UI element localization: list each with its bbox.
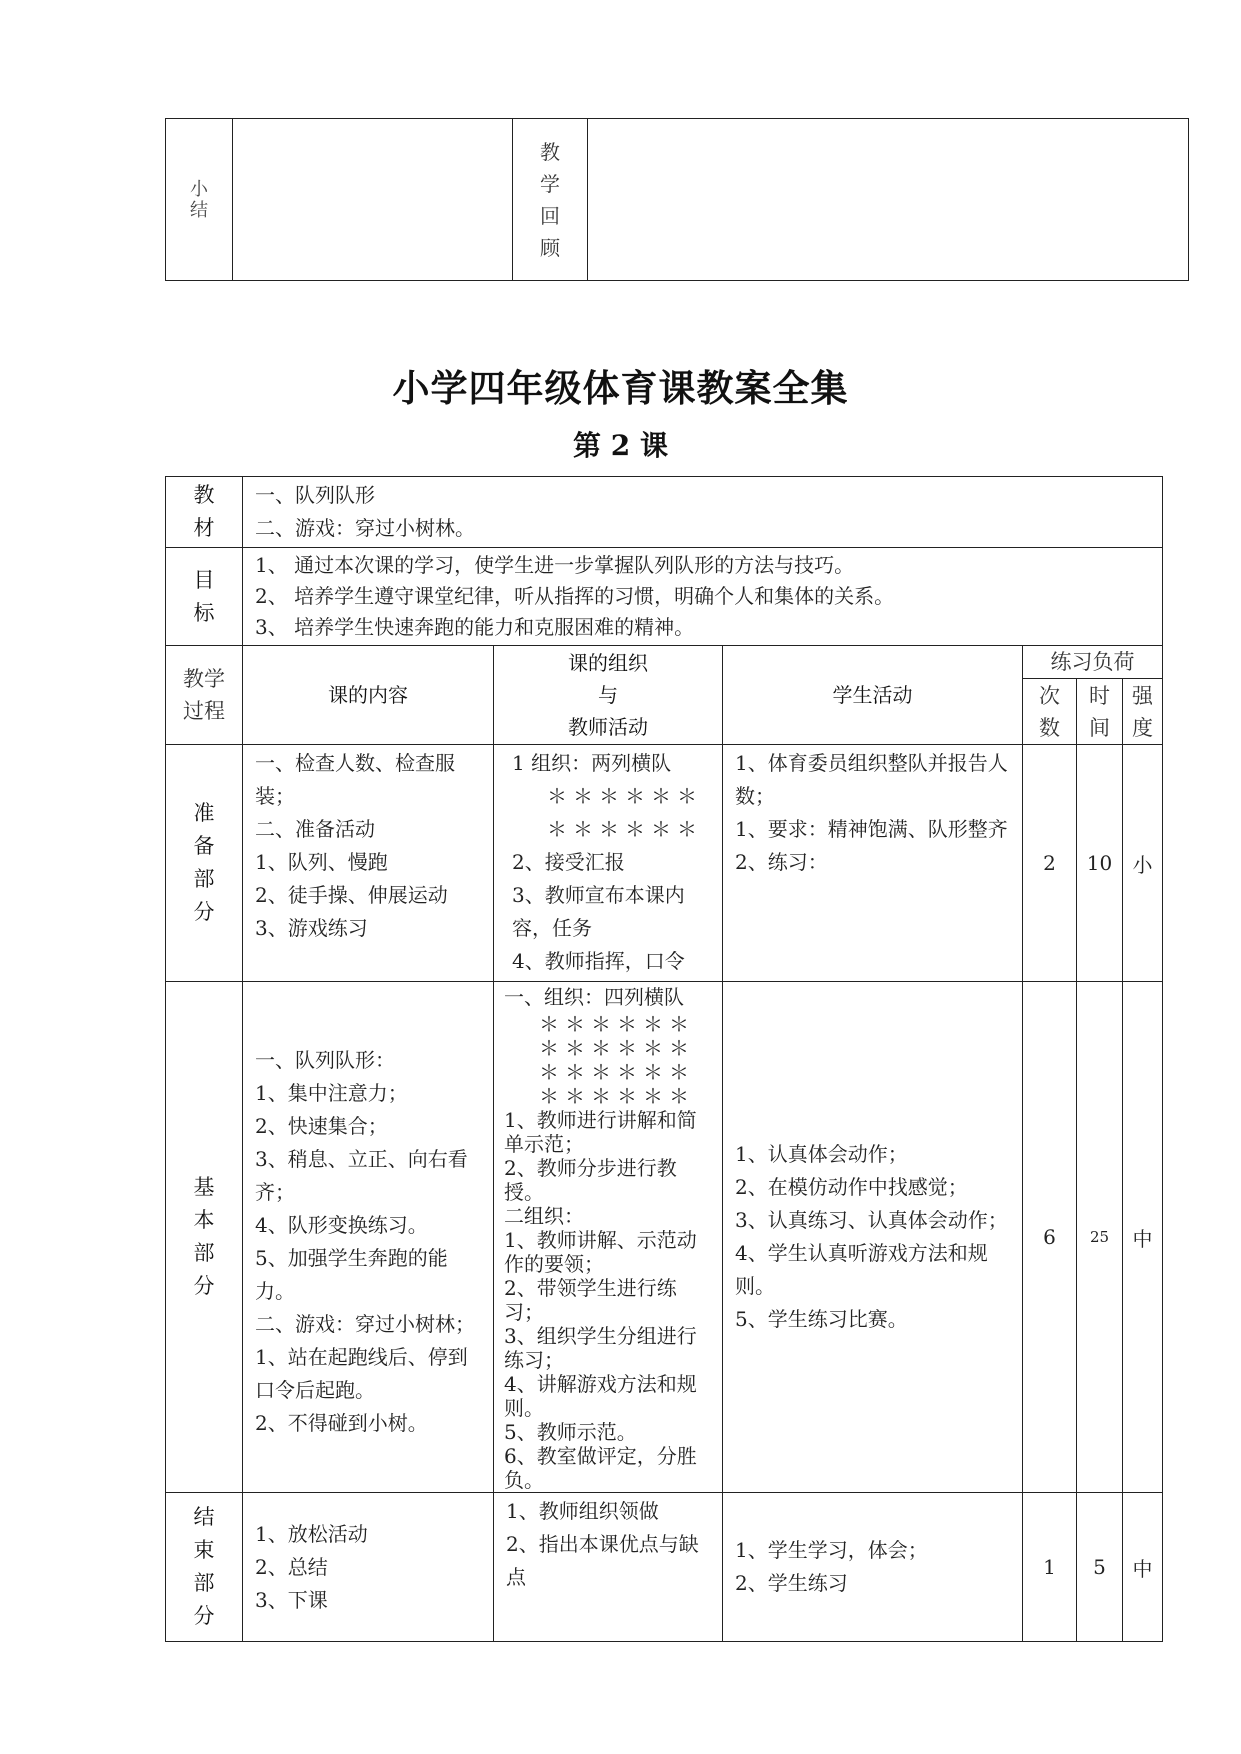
basic-intensity: 中 (1123, 982, 1163, 1493)
end-intensity: 中 (1123, 1493, 1163, 1642)
summary-table (165, 118, 1189, 281)
summary-label-cell (166, 119, 233, 281)
basic-organization: 一、组织：四列横队 ＊＊＊＊＊＊ ＊＊＊＊＊＊ ＊＊＊＊＊＊ ＊＊＊＊＊＊ 1、教师进行讲解和简单示范； 2、教师分步进行教授。 二组织： 1、教师讲解、示范动作的要领； 2、带领学生进行练习； 3、组织学生分组进行练习； 4、讲解游戏方法和规则。 5、教师示范。 6、教室做评定，分胜负。 (494, 982, 723, 1493)
end-row (166, 1493, 1163, 1642)
material-row (166, 477, 1163, 548)
review-label-cell (513, 119, 588, 281)
times-header: 次 数 (1023, 679, 1077, 745)
process-header: 教学 过程 (166, 646, 243, 745)
basic-row (166, 982, 1163, 1493)
basic-student: 1、认真体会动作； 2、在模仿动作中找感觉； 3、认真练习、认真体会动作； 4、学生认真听游戏方法和规则。 5、学生练习比赛。 (723, 982, 1023, 1493)
review-content-cell (588, 119, 1189, 281)
load-header: 练习负荷 (1023, 646, 1163, 679)
organization-header: 课的组织 与 教师活动 (494, 646, 723, 745)
student-header: 学生活动 (723, 646, 1023, 745)
summary-content-cell (233, 119, 513, 281)
basic-duration: 25 (1077, 982, 1123, 1493)
goal-row (166, 548, 1163, 646)
goal-label-cell: 目 标 (166, 548, 243, 646)
summary-label: 小 结 (190, 178, 208, 221)
end-duration: 5 (1077, 1493, 1123, 1642)
end-organization: 1、教师组织领做 2、指出本课优点与缺点 (494, 1493, 723, 1642)
page-title: 小学四年级体育课教案全集 (392, 366, 849, 410)
prep-organization: 1 组织：两列横队 ＊＊＊＊＊＊ ＊＊＊＊＊＊ 2、接受汇报 3、教师宣布本课内容，任务 4、教师指挥，口令 (494, 745, 723, 982)
review-label: 教 学 回 顾 (540, 139, 560, 260)
prep-times: 2 (1023, 745, 1077, 982)
material-content: 一、队列队形 二、游戏：穿过小树林。 (243, 477, 1163, 548)
goal-content: 1、 通过本次课的学习，使学生进一步掌握队列队形的方法与技巧。 2、 培养学生遵守课堂纪律，听从指挥的习惯，明确个人和集体的关系。 3、 培养学生快速奔跑的能力和克服困难的精神。 (243, 548, 1163, 646)
header-row (166, 646, 1163, 679)
end-times: 1 (1023, 1493, 1077, 1642)
prep-student: 1、体育委员组织整队并报告人数； 1、要求：精神饱满、队形整齐 2、练习： (723, 745, 1023, 982)
end-content: 1、放松活动 2、总结 3、下课 (243, 1493, 494, 1642)
end-label-cell: 结 束 部 分 (166, 1493, 243, 1642)
intensity-header: 强 度 (1123, 679, 1163, 745)
prep-label-cell: 准 备 部 分 (166, 745, 243, 982)
basic-content: 一、队列队形： 1、集中注意力； 2、快速集合； 3、稍息、立正、向右看齐； 4、队形变换练习。 5、加强学生奔跑的能力。 二、游戏：穿过小树林； 1、站在起跑线后、停到口令后起跑。 2、不得碰到小树。 (243, 982, 494, 1493)
material-label-cell: 教 材 (166, 477, 243, 548)
end-student: 1、学生学习，体会； 2、学生练习 (723, 1493, 1023, 1642)
prep-duration: 10 (1077, 745, 1123, 982)
prep-row (166, 745, 1163, 982)
prep-intensity: 小 (1123, 745, 1163, 982)
basic-label-cell: 基 本 部 分 (166, 982, 243, 1493)
lesson-plan-table (165, 476, 1163, 1642)
content-header: 课的内容 (243, 646, 494, 745)
lesson-number: 第 2 课 (573, 429, 668, 462)
basic-times: 6 (1023, 982, 1077, 1493)
prep-content: 一、检查人数、检查服装； 二、准备活动 1、队列、慢跑 2、徒手操、伸展运动 3、游戏练习 (243, 745, 494, 982)
duration-header: 时 间 (1077, 679, 1123, 745)
